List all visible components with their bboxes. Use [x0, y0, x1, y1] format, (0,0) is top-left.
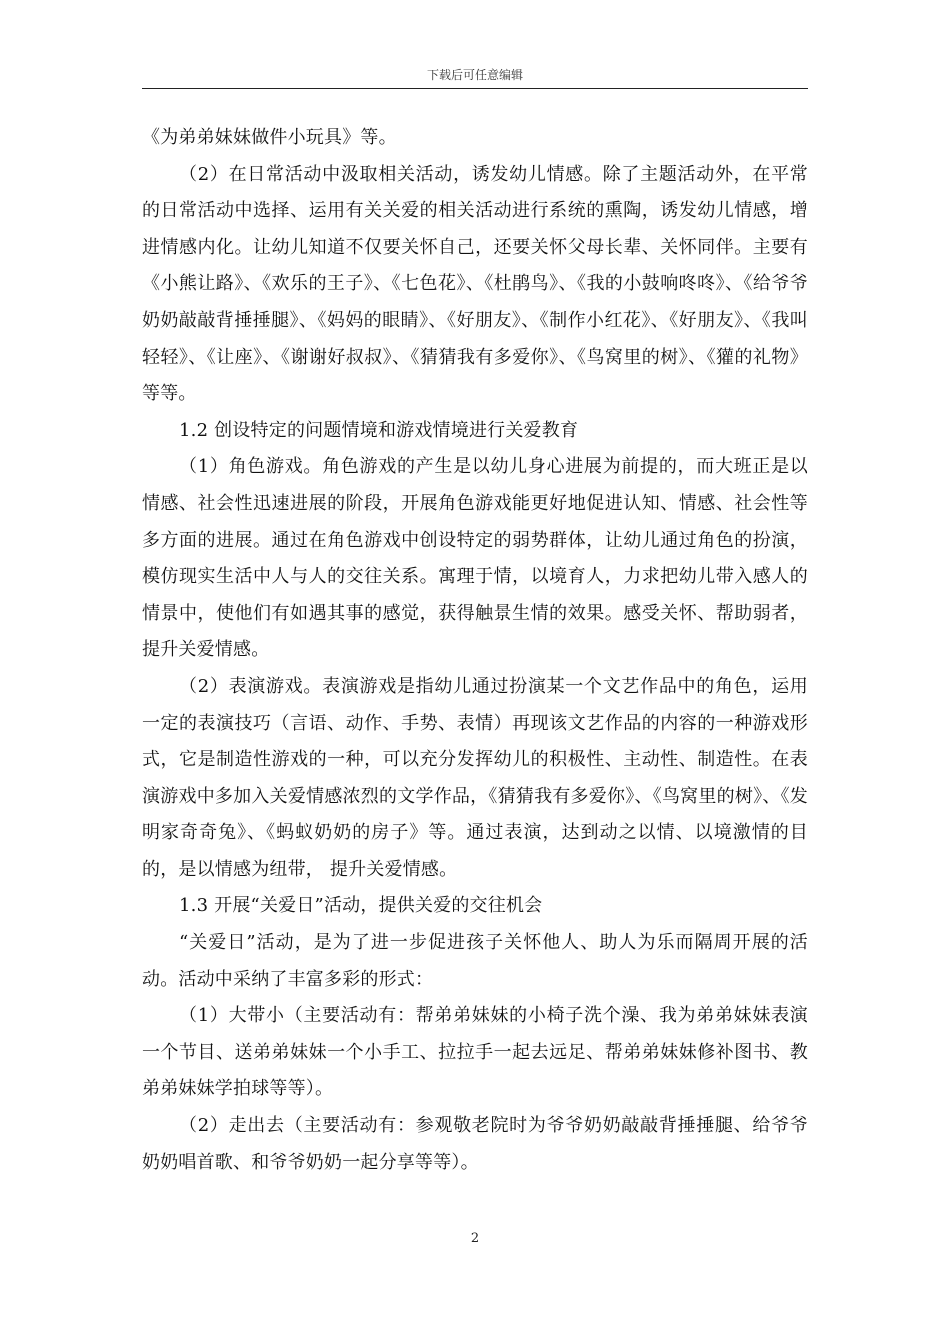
paragraph: （1）大带小（主要活动有：帮弟弟妹妹的小椅子洗个澡、我为弟弟妹妹表演一个节目、送弟弟妹妹一个小手工、拉拉手一起去远足、帮弟弟妹妹修补图书、教弟弟妹妹学拍球等等）。 [142, 1005, 808, 1100]
body-text [142, 120, 808, 1181]
paragraph: 《为弟弟妹妹做件小玩具》等。 [142, 127, 397, 148]
page-header: 下载后可任意编辑 [426, 68, 523, 82]
section-heading: 1.2 创设特定的问题情境和游戏情境进行关爱教育 [179, 419, 579, 441]
paragraph: （1）角色游戏。角色游戏的产生是以幼儿身心进展为前提的，而大班正是以情感、社会性迅速进展的阶段，开展角色游戏能更好地促进认知、情感、社会性等多方面的进展。通过在角色游戏中创设特定的弱势群体，让幼儿通过角色的扮演，模仿现实生活中人与人的交往关系。寓理于情，以境育人，力求把幼儿带入感人的情景中，使他们有如遇其事的感觉，获得触景生情的效果。感受关怀、帮助弱者，提升关爱情感。 [142, 456, 808, 661]
page-number: 2 [470, 1231, 480, 1246]
paragraph: （2）在日常活动中汲取相关活动，诱发幼儿情感。除了主题活动外，在平常的日常活动中选择、运用有关关爱的相关活动进行系统的熏陶，诱发幼儿情感，增进情感内化。让幼儿知道不仅要关怀自己，还要关怀父母长辈、关怀同伴。主要有《小熊让路》、《欢乐的王子》、《七色花》、《杜鹃鸟》、《我的小鼓响咚咚》、《给爷爷奶奶敲敲背捶捶腿》、《妈妈的眼睛》、《好朋友》、《制作小红花》、《好朋友》、《我叫轻轻》、《让座》、《谢谢好叔叔》、《猜猜我有多爱你》、《鸟窝里的树》、《獾的礼物》等等。 [142, 163, 808, 405]
header-divider [142, 88, 808, 89]
paragraph: （2）走出去（主要活动有：参观敬老院时为爷爷奶奶敲敲背捶捶腿、给爷爷奶奶唱首歌、和爷爷奶奶一起分享等等）。 [142, 1115, 808, 1173]
paragraph: “关爱日”活动，是为了进一步促进孩子关怀他人、助人为乐而隔周开展的活动。活动中采纳了丰富多彩的形式： [142, 932, 808, 990]
paragraph: （2）表演游戏。表演游戏是指幼儿通过扮演某一个文艺作品中的角色，运用一定的表演技巧（言语、动作、手势、表情）再现该文艺作品的内容的一种游戏形式，它是制造性游戏的一种，可以充分发挥幼儿的积极性、主动性、制造性。在表演游戏中多加入关爱情感浓烈的文学作品，《猜猜我有多爱你》、《鸟窝里的树》、《发明家奇奇兔》、《蚂蚁奶奶的房子》等。通过表演，达到动之以情、以境激情的目的，是以情感为纽带， 提升关爱情感。 [142, 675, 808, 880]
section-heading: 1.3 开展“关爱日”活动，提供关爱的交往机会 [179, 895, 543, 917]
